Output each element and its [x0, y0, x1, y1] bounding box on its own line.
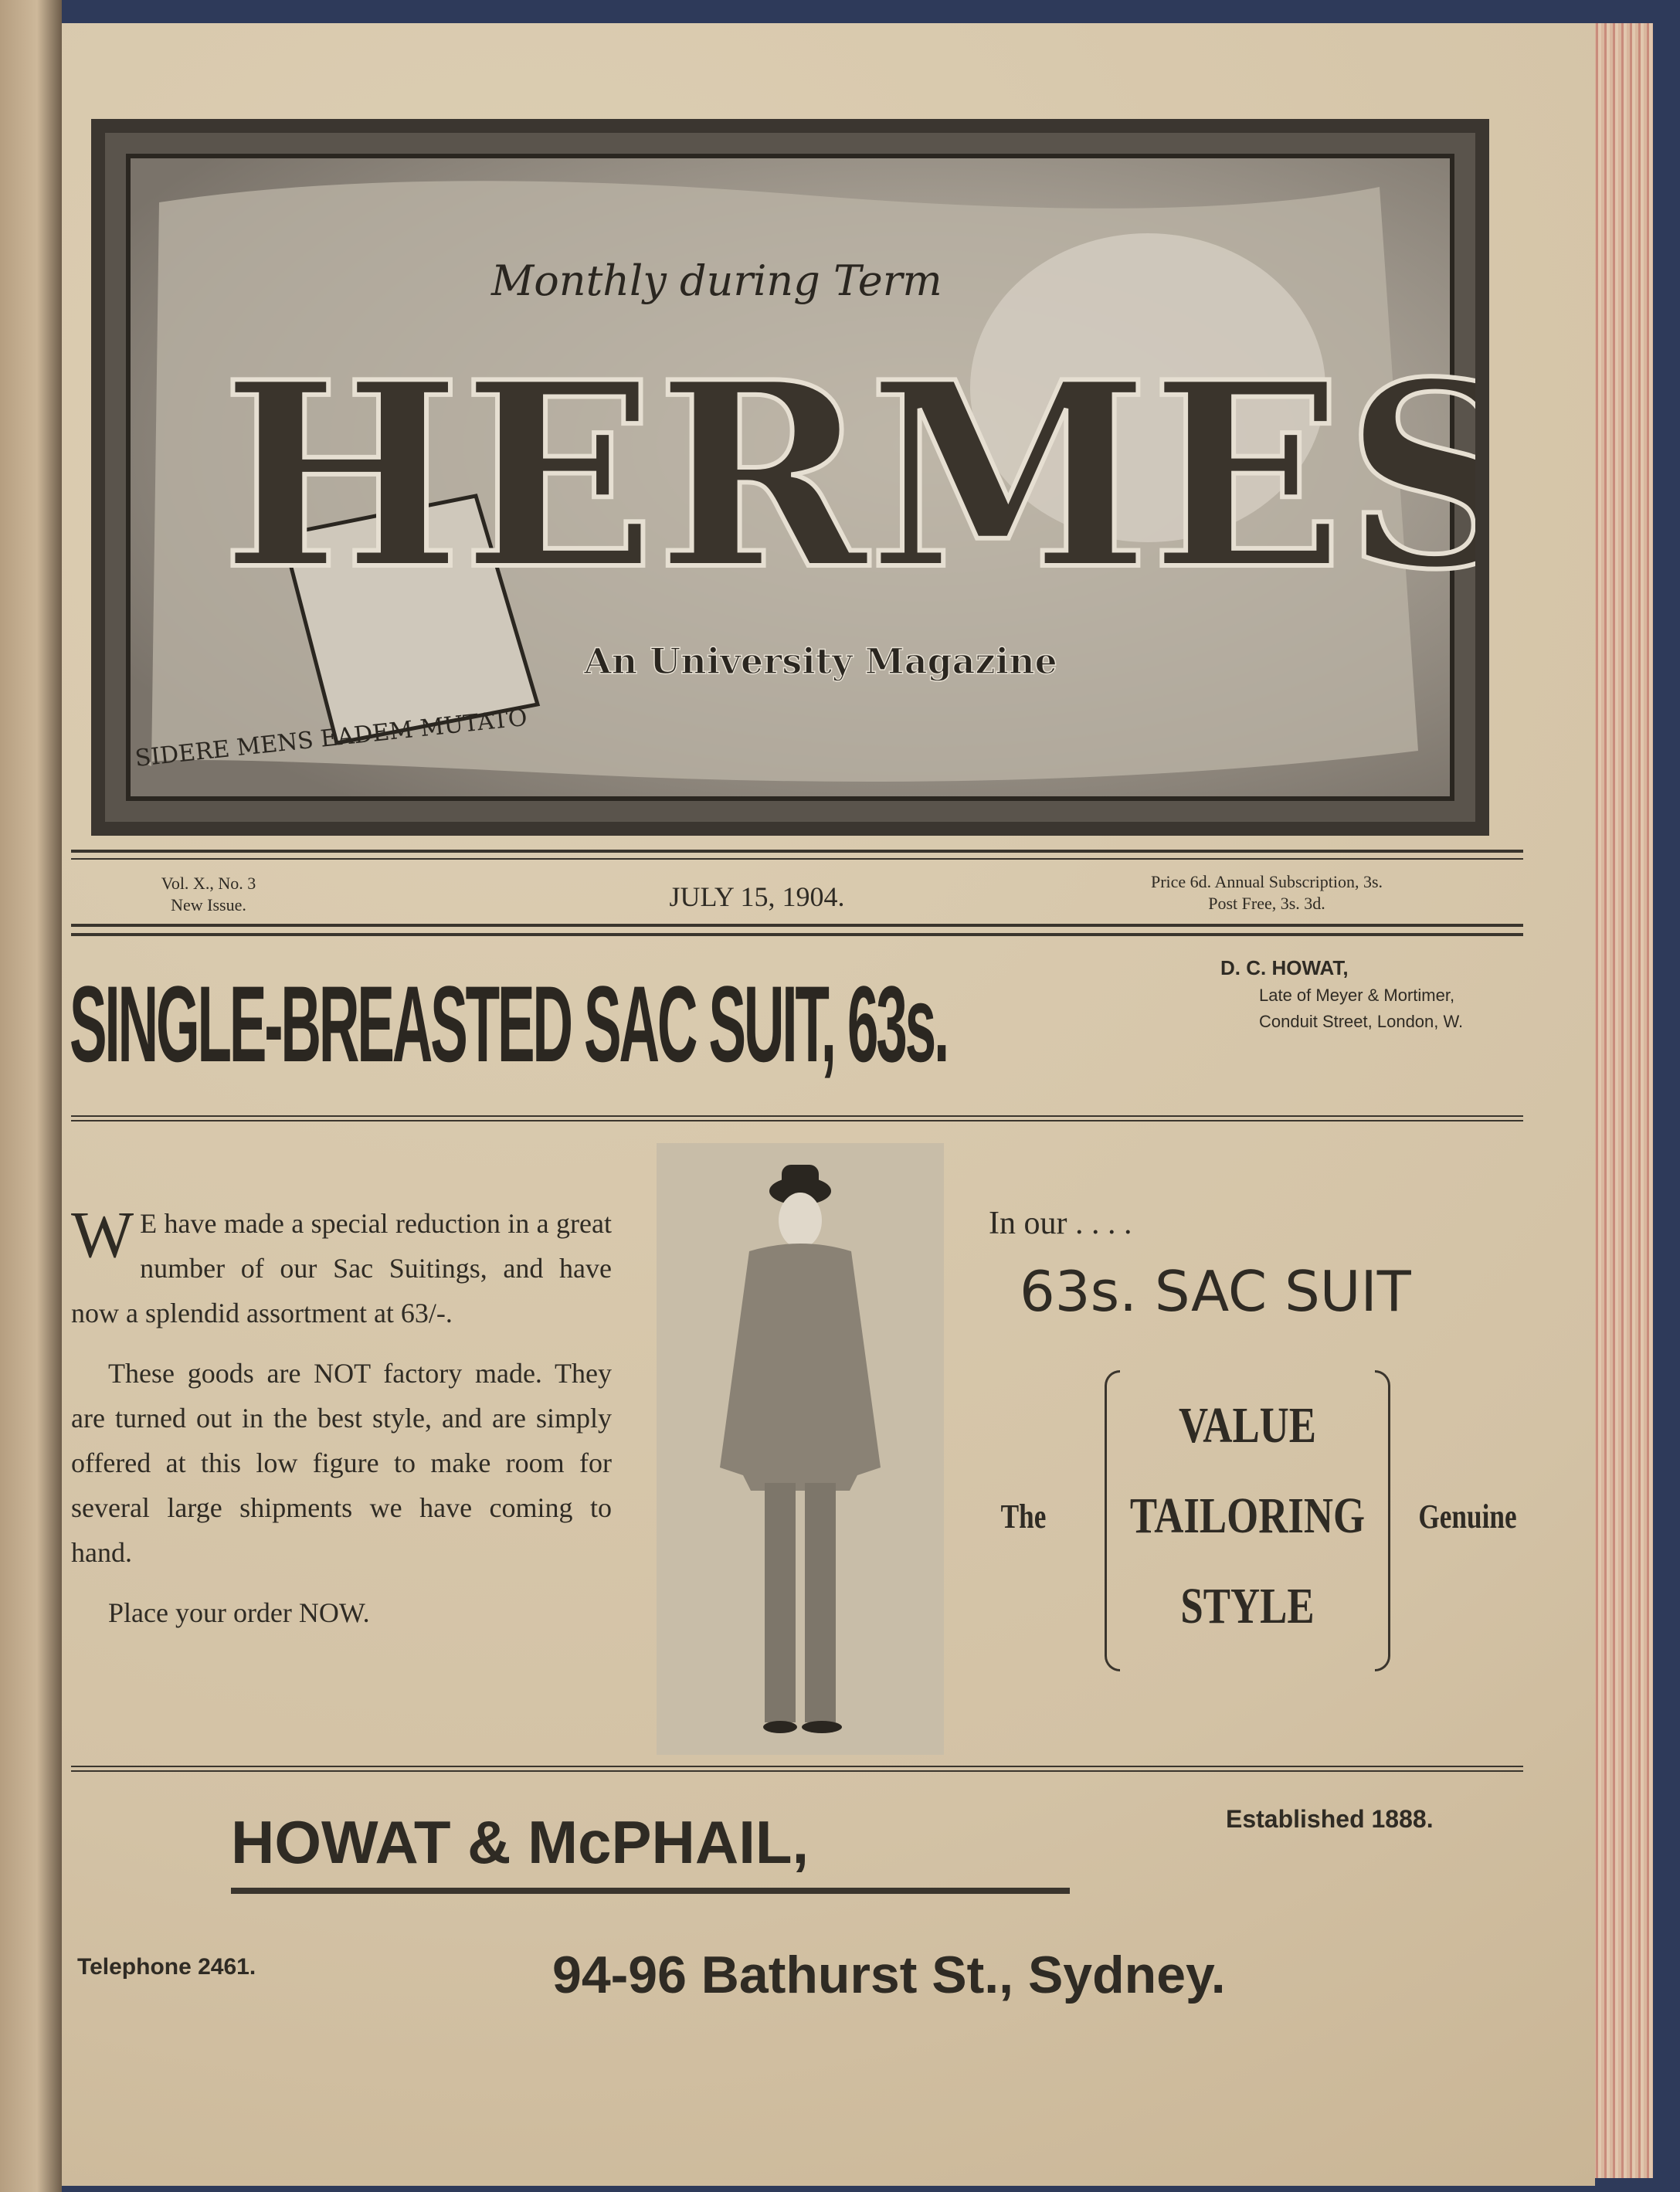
price-info: [1027, 871, 1506, 914]
firm-underline: [231, 1888, 1070, 1894]
masthead-subtitle: An University Magazine: [584, 640, 1057, 682]
in-our-label: In our . . . .: [989, 1206, 1132, 1241]
masthead-banner: [91, 119, 1489, 836]
the-label: The: [1000, 1498, 1047, 1535]
masthead-tagline: Monthly during Term: [491, 256, 942, 305]
telephone: Telephone 2461.: [77, 1954, 256, 1980]
divider: [71, 1115, 1523, 1117]
divider: [71, 1770, 1523, 1772]
proprietor-details: [1259, 982, 1463, 1035]
ad-headline: SINGLE-BREASTED SAC SUIT, 63s.: [70, 963, 948, 1084]
post-free: Post Free, 3s. 3d.: [1208, 894, 1325, 913]
suit-illustration: [657, 1143, 944, 1755]
genuine-label: Genuine: [1418, 1498, 1517, 1535]
masthead-motto: SIDERE MENS EADEM MUTATO: [134, 704, 529, 772]
divider: [71, 924, 1523, 927]
drop-cap: W: [71, 1197, 134, 1271]
hermes-illustration: [105, 133, 1475, 822]
divider: [71, 850, 1523, 853]
left-brace: [1105, 1370, 1120, 1671]
proprietor-line: Late of Meyer & Mortimer,: [1259, 986, 1455, 1005]
price: Price 6d. Annual Subscription, 3s.: [1150, 872, 1383, 891]
right-brace: [1375, 1370, 1390, 1671]
firm-name: HOWAT & McPHAIL,: [231, 1808, 809, 1876]
established: Established 1888.: [1226, 1805, 1434, 1833]
quality-value: VALUE: [1178, 1397, 1317, 1454]
suit-title: 63s. SAC SUIT: [1020, 1259, 1411, 1324]
ad-body: [71, 1197, 612, 1651]
divider: [71, 858, 1523, 860]
page-edges: [1593, 23, 1653, 2178]
paragraph: E have made a special reduction in a great number of our Sac Suitings, and have now a splendid assortment at 63/-.: [71, 1208, 612, 1328]
volume-info: [124, 873, 294, 916]
proprietor-name: D. C. HOWAT,: [1220, 956, 1349, 979]
divider: [71, 1766, 1523, 1767]
issue-date: JULY 15, 1904.: [669, 881, 845, 912]
proprietor-line: Conduit Street, London, W.: [1259, 1012, 1464, 1031]
quality-tailoring: TAILORING: [1129, 1488, 1366, 1544]
divider: [71, 933, 1523, 936]
address: 94-96 Bathurst St., Sydney.: [552, 1946, 1226, 2004]
previous-page-edge: [0, 0, 62, 2192]
series: New Issue.: [171, 895, 246, 914]
paragraph: These goods are NOT factory made. They are turned out in the best style, and are simply offered at this low figure to make room for several large shipments we have coming to hand.: [71, 1358, 612, 1568]
paragraph: Place your order NOW.: [108, 1597, 370, 1628]
volume: Vol. X., No. 3: [161, 874, 256, 893]
divider: [71, 1120, 1523, 1121]
masthead-title: HERMES: [221, 326, 1475, 626]
quality-style: STYLE: [1180, 1578, 1315, 1634]
